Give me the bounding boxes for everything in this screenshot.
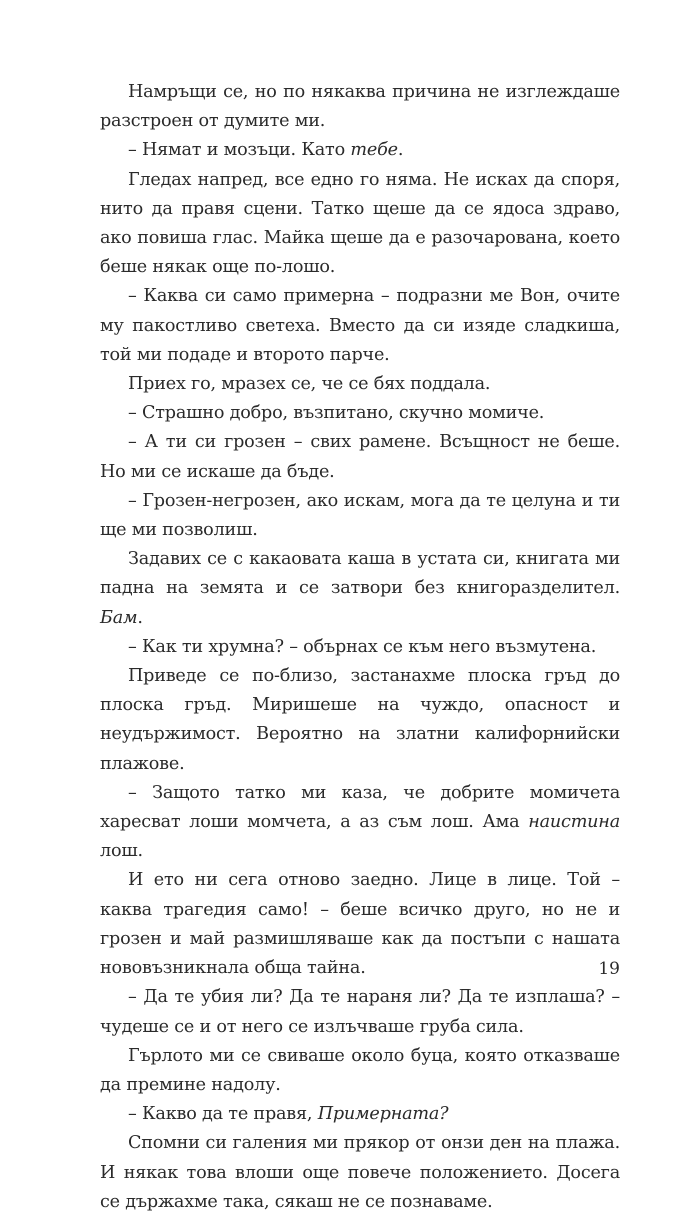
paragraph <box>100 282 620 370</box>
paragraph <box>100 866 620 983</box>
text-run: Приех го, мразех се, че се бях поддала. <box>128 374 491 395</box>
text-run: Спомни си галения ми прякор от онзи ден на плажа. И някак това влоши още повече положението. Досега се държахме така, сякаш не се познаваме. <box>100 1133 620 1212</box>
text-run: И ето ни сега отново заедно. Лице в лице. Той – каква трагедия само! – беше всичко друго, но не и грозен и май размишляваше как да постъпи с нашата нововъзникнала обща тайна. <box>100 870 620 979</box>
text-run: – Каква си само примерна – подразни ме Вон, очите му пакостливо светеха. Вместо да си изяде сладкиша, той ми подаде и второто парче. <box>100 286 620 365</box>
page-number: 19 <box>598 959 620 979</box>
text-run: . <box>137 607 143 628</box>
text-run: – Грозен-негрозен, ако искам, мога да те целуна и ти ще ми позволиш. <box>100 490 620 541</box>
paragraph <box>100 166 620 283</box>
paragraph <box>100 399 620 428</box>
italic-text: Примерната? <box>317 1104 449 1125</box>
text-run: . <box>397 140 404 161</box>
text-run: лош. <box>100 841 143 862</box>
text-run: – Как ти хрумна? – обърнах се към него възмутена. <box>128 636 597 657</box>
paragraph <box>100 779 620 867</box>
paragraph <box>100 1042 620 1100</box>
text-run: Намръщи се, но по някаква причина не изглеждаше разстроен от думите ми. <box>100 82 620 132</box>
text-run: – Да те убия ли? Да те нараня ли? Да те изплаша? – чудеше се и от него се излъчваше груба сила. <box>100 987 620 1037</box>
paragraph <box>100 487 620 545</box>
paragraph <box>100 78 620 136</box>
paragraph <box>100 983 620 1041</box>
paragraph <box>100 1129 620 1217</box>
text-run: – Какво да те правя, <box>128 1104 318 1125</box>
paragraph <box>100 428 620 486</box>
text-run: – Нямат и мозъци. Като <box>128 140 351 161</box>
text-run: – Страшно добро, възпитано, скучно момиче. <box>128 403 545 424</box>
italic-text: тебе <box>350 140 398 161</box>
italic-text: Бам <box>100 607 138 628</box>
text-run: – Защото татко ми каза, че добрите момичета харесват лоши момчета, а аз съм лош. Ама <box>100 782 620 833</box>
paragraph <box>100 136 620 165</box>
paragraph <box>100 545 620 633</box>
text-run: Гърлото ми се свиваше около буца, която отказваше да премине надолу. <box>100 1045 620 1095</box>
paragraph <box>100 1100 620 1129</box>
page-body <box>100 78 620 1217</box>
paragraph <box>100 662 620 779</box>
text-run: – А ти си грозен – свих рамене. Всъщност не беше. Но ми се искаше да бъде. <box>100 432 620 482</box>
text-run: Гледах напред, все едно го няма. Не исках да споря, нито да правя сцени. Татко щеше да се ядоса здраво, ако повиша глас. Майка щеше да е разочарована, което беше някак още по-лошо. <box>100 169 620 278</box>
paragraph <box>100 370 620 399</box>
italic-text: наистина <box>528 812 620 833</box>
paragraph <box>100 633 620 662</box>
text-run: Приведе се по-близо, застанахме плоска гръд до плоска гръд. Миришеше на чуждо, опасност и неудържимост. Вероятно на златни калифорнийски плажове. <box>100 666 620 774</box>
text-run: Задавих се с какаовата каша в устата си, книгата ми падна на земята и се затвори без книгоразделител. <box>100 549 620 599</box>
